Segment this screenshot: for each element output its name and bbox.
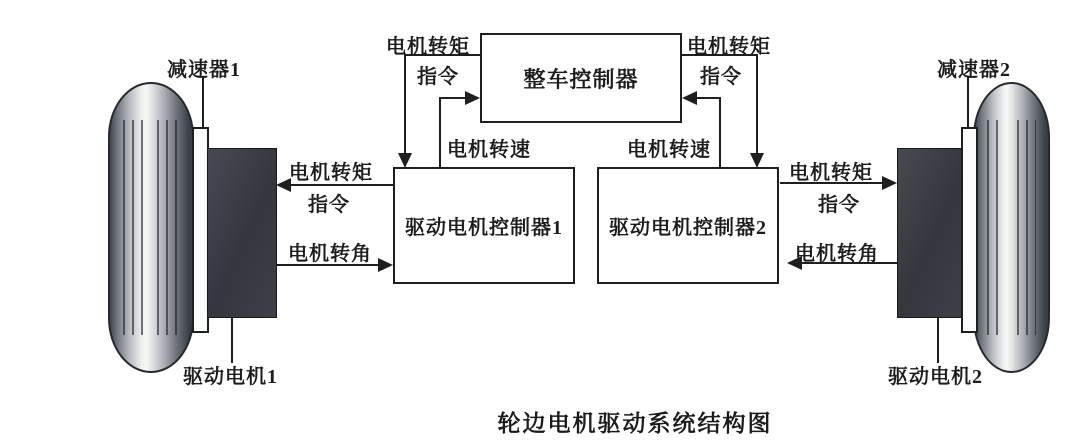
torque-cmd-label-vcu-left-line2: 指令 (417, 66, 459, 88)
tire-tread-lines (1017, 120, 1037, 335)
arrowhead-right-to-controller1 (378, 258, 393, 272)
motor-controller-1-box: 驱动电机控制器1 (393, 167, 575, 284)
leader-line-motor-1 (231, 315, 233, 363)
wheel-right (973, 82, 1050, 373)
torque-cmd-line-right-v (756, 54, 758, 154)
diagram-caption: 轮边电机驱动系统结构图 (497, 411, 773, 436)
drive-motor-2-label: 驱动电机2 (888, 366, 983, 388)
speed-line-right-v (719, 97, 721, 167)
arrowhead-down-to-controller1 (398, 153, 412, 168)
wheel-left (108, 82, 194, 373)
leader-line-motor-2 (937, 315, 939, 363)
motor-angle-label-right: 电机转角 (795, 243, 879, 265)
motor-speed-label-right: 电机转速 (627, 139, 711, 161)
leader-line-reducer-2 (967, 77, 969, 128)
reducer-2-shape (961, 127, 978, 333)
tire-tread-lines (157, 120, 179, 335)
motor-controller-2-box: 驱动电机控制器2 (597, 167, 779, 284)
tire-tread-lines (987, 120, 1005, 335)
torque-cmd-label-vcu-right-line1: 电机转矩 (687, 36, 771, 58)
arrowhead-down-to-controller2 (750, 153, 764, 168)
drive-motor-1-label: 驱动电机1 (183, 366, 278, 388)
drive-motor-2-shape (897, 148, 962, 318)
torque-cmd-label-motor2-line2: 指令 (818, 194, 860, 216)
vehicle-controller-box: 整车控制器 (480, 33, 682, 123)
arrowhead-right-to-vcu (465, 91, 480, 105)
drive-motor-1-shape (207, 148, 277, 318)
leader-line-reducer-1 (202, 77, 204, 128)
speed-line-left-v (439, 97, 441, 167)
arrowhead-left-to-vcu (682, 91, 697, 105)
arrowhead-right-to-motor2 (882, 176, 897, 190)
torque-cmd-label-vcu-left-line1: 电机转矩 (386, 36, 470, 58)
tire-tread-lines (123, 120, 144, 335)
speed-line-left-h (439, 97, 467, 99)
motor-angle-label-left: 电机转角 (288, 243, 372, 265)
torque-cmd-line-left-v (404, 54, 406, 154)
motor-speed-label-left: 电机转速 (447, 139, 531, 161)
reducer-1-label: 减速器1 (167, 59, 241, 81)
reducer-2-label: 减速器2 (937, 59, 1011, 81)
torque-cmd-label-motor2-line1: 电机转矩 (789, 162, 873, 184)
torque-cmd-label-motor1-line2: 指令 (308, 194, 350, 216)
torque-cmd-label-vcu-right-line2: 指令 (700, 66, 742, 88)
torque-cmd-label-motor1-line1: 电机转矩 (289, 162, 373, 184)
speed-line-right-h (697, 97, 721, 99)
